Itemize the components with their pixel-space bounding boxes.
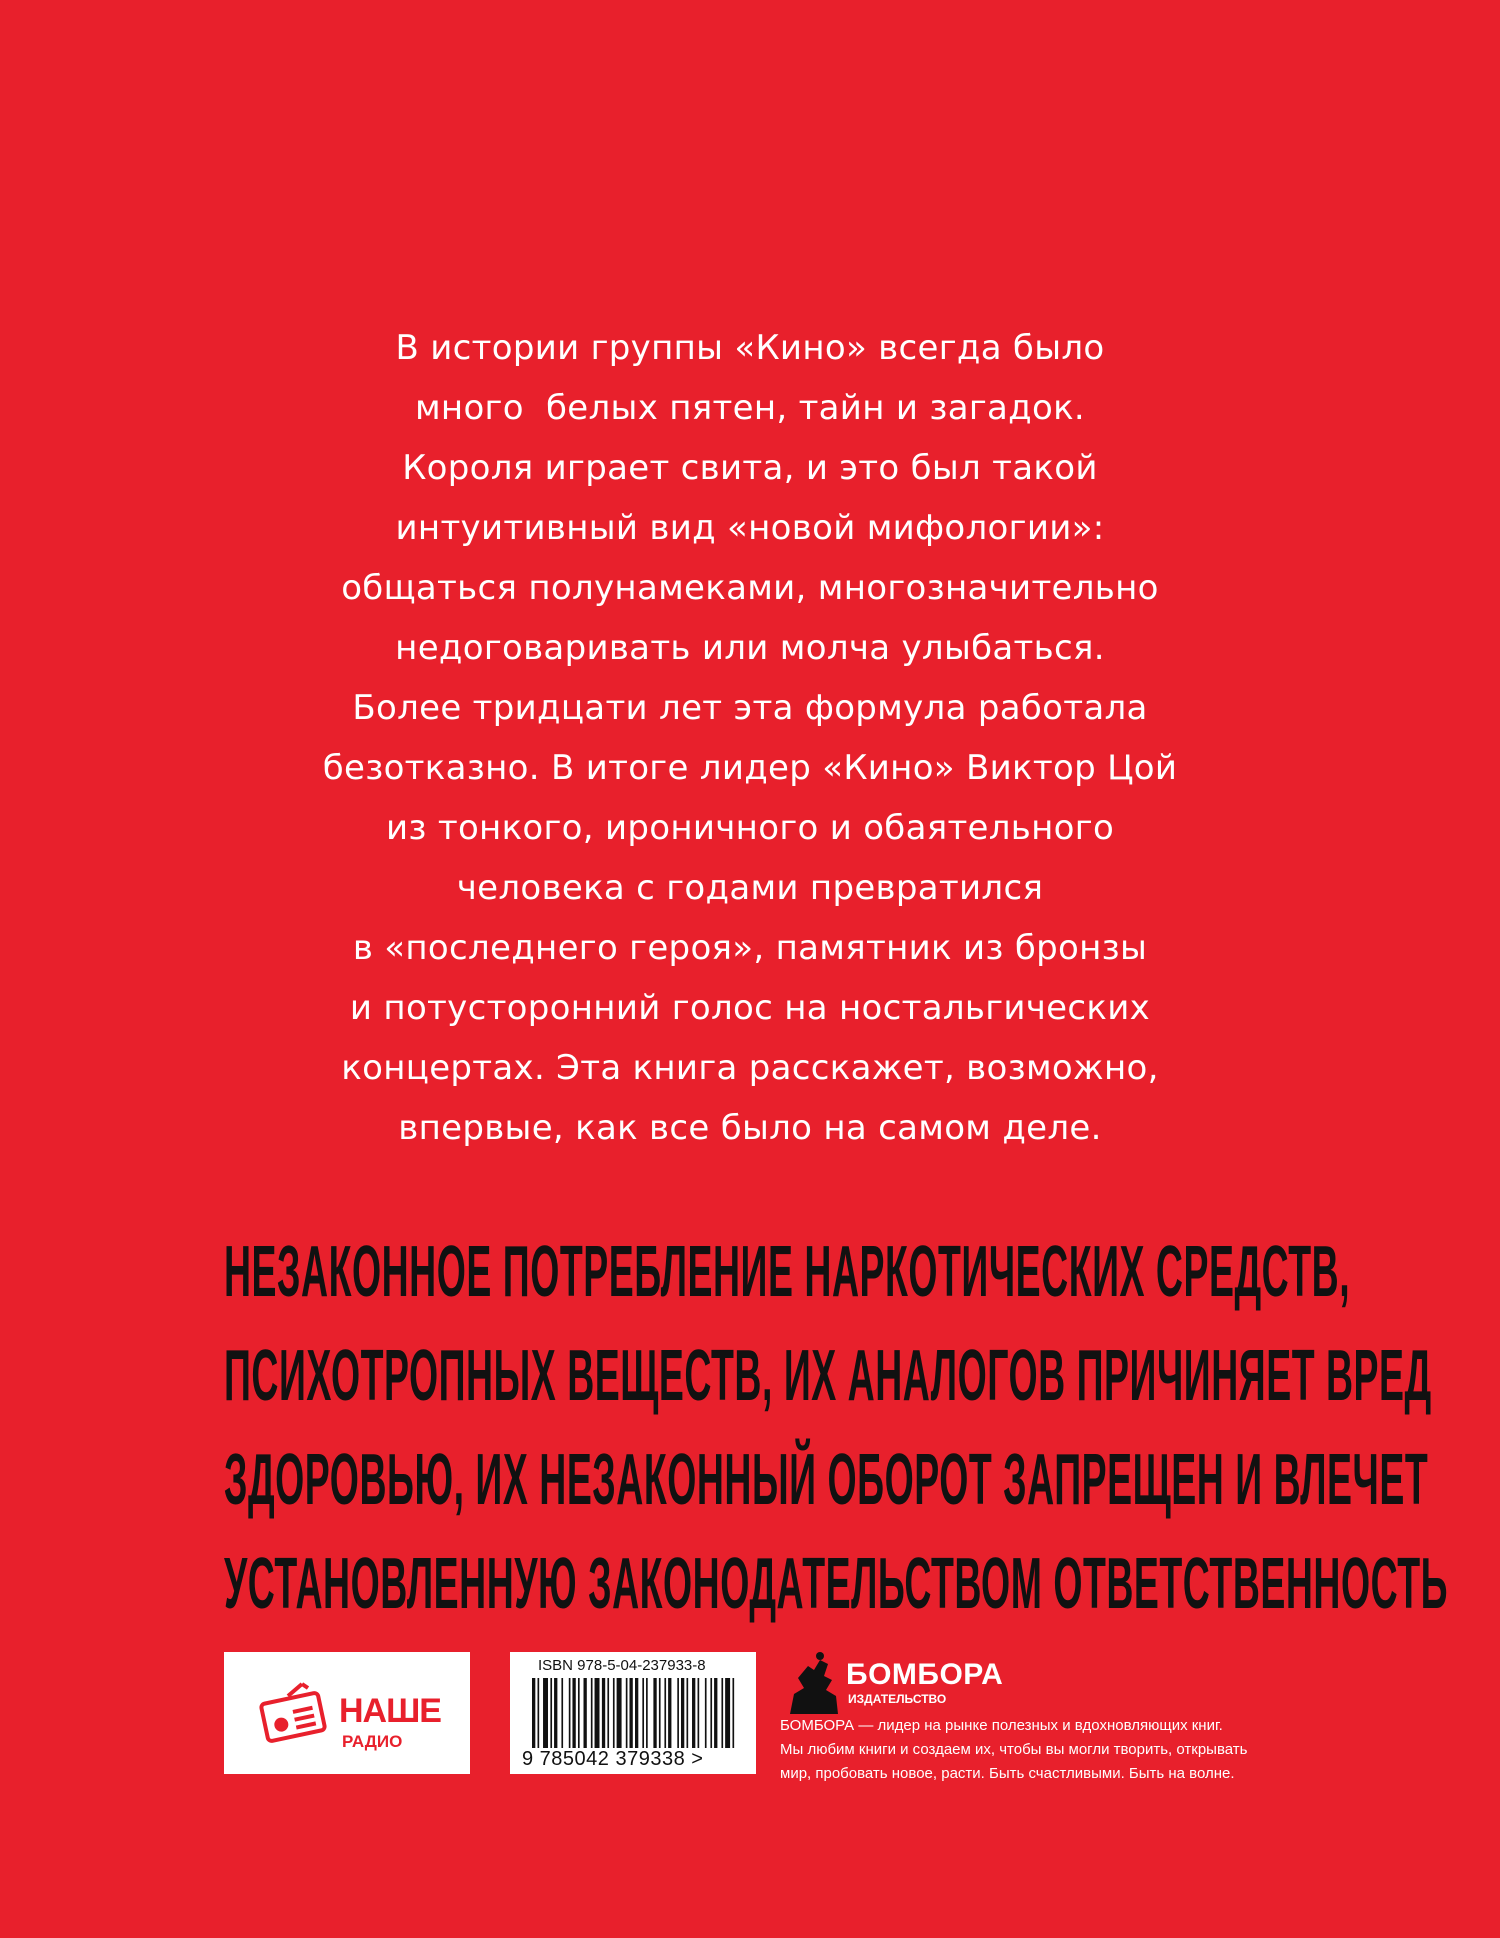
barcode-bar (578, 1678, 580, 1748)
publisher-description-line: мир, пробовать новое, расти. Быть счастливыми. Быть на волне. (780, 1765, 1235, 1782)
barcode-bar (543, 1678, 548, 1748)
barcode-bar (538, 1678, 540, 1748)
blurb-line: В истории группы «Кино» всегда было (395, 328, 1105, 368)
barcode-bar (687, 1678, 689, 1748)
barcode-bar (681, 1678, 684, 1748)
publisher-description-line: БОМБОРА — лидер на рынке полезных и вдохновляющих книг. (780, 1717, 1223, 1734)
blurb-line: общаться полунамеками, многозначительно (341, 568, 1159, 608)
barcode-bar (714, 1678, 717, 1748)
barcode-bar (550, 1678, 552, 1748)
barcode-bar (698, 1678, 700, 1748)
barcode-bar (595, 1678, 600, 1748)
barcode-bar (584, 1678, 587, 1748)
barcode-digits: 9 785042 379338 > (522, 1748, 704, 1770)
barcode-bar (635, 1678, 638, 1748)
blurb-line: Более тридцати лет эта формула работала (352, 688, 1148, 728)
publisher-subtitle: ИЗДАТЕЛЬСТВО (848, 1692, 947, 1706)
radio-icon (258, 1682, 328, 1744)
blurb-line: из тонкого, ироничного и обаятельного (385, 808, 1115, 848)
radio-logo-subtitle: РАДИО (342, 1732, 403, 1751)
blurb-line: и потусторонний голос на ностальгических (349, 988, 1151, 1028)
blurb-line: интуитивный вид «новой мифологии»: (395, 508, 1105, 548)
barcode-bar (705, 1678, 707, 1748)
barcode-bar (732, 1678, 734, 1748)
barcode-bar (561, 1678, 563, 1748)
barcode-bar (532, 1678, 535, 1748)
barcode-bar (617, 1678, 622, 1748)
bombora-logo-icon (780, 1648, 850, 1718)
blurb-line: много белых пятен, тайн и загадок. (414, 388, 1086, 428)
barcode-bar (664, 1678, 666, 1748)
barcode-bar (602, 1678, 605, 1748)
blurb-line: в «последнего героя», памятник из бронзы (352, 928, 1148, 968)
barcode-bar (659, 1678, 661, 1748)
blurb-line: концертах. Эта книга расскажет, возможно, (341, 1048, 1159, 1088)
barcode-icon (532, 1678, 738, 1748)
blurb-line: безотказно. В итоге лидер «Кино» Виктор Цой (322, 748, 1178, 788)
barcode-bar (646, 1678, 648, 1748)
warning-line: НЕЗАКОННОЕ ПОТРЕБЛЕНИЕ НАРКОТИЧЕСКИХ СРЕДСТВ, (224, 1232, 1351, 1312)
isbn-barcode (510, 1652, 756, 1774)
radio-logo-title: НАШЕ (339, 1692, 441, 1730)
book-blurb (150, 318, 1350, 1158)
barcode-bar (677, 1678, 679, 1748)
barcode-bar (607, 1678, 609, 1748)
publisher-description-line: Мы любим книги и создаем их, чтобы вы могли творить, открывать (780, 1741, 1248, 1758)
barcode-bar (572, 1678, 575, 1748)
warning-line: ПСИХОТРОПНЫХ ВЕЩЕСТВ, ИХ АНАЛОГОВ ПРИЧИНЯЕТ ВРЕД (224, 1336, 1432, 1416)
barcode-bar (721, 1678, 723, 1748)
barcode-bar (554, 1678, 557, 1748)
publisher-name: БОМБОРА (846, 1658, 1004, 1691)
blurb-line: недоговаривать или молча улыбаться. (395, 628, 1105, 668)
barcode-bar (569, 1678, 571, 1748)
health-warning (224, 1222, 1449, 1624)
blurb-line: Короля играет свита, и это был такой (402, 448, 1098, 488)
barcode-bar (626, 1678, 628, 1748)
barcode-bar (642, 1678, 644, 1748)
barcode-bar (668, 1678, 671, 1748)
blurb-line: человека с годами превратился (456, 868, 1044, 908)
barcode-bar (653, 1678, 656, 1748)
isbn-number: ISBN 978-5-04-237933-8 (538, 1657, 706, 1674)
warning-line: ЗДОРОВЬЮ, ИХ НЕЗАКОННЫЙ ОБОРОТ ЗАПРЕЩЕН И ВЛЕЧЕТ (224, 1440, 1429, 1520)
barcode-bar (692, 1678, 695, 1748)
barcode-bar (629, 1678, 632, 1748)
barcode-bar (591, 1678, 593, 1748)
publisher-description (780, 1714, 1380, 1786)
warning-line: УСТАНОВЛЕННУЮ ЗАКОНОДАТЕЛЬСТВОМ ОТВЕТСТВЕННОСТЬ (224, 1544, 1449, 1624)
nashe-radio-logo (224, 1652, 470, 1774)
barcode-bar (725, 1678, 730, 1748)
barcode-bar (613, 1678, 615, 1748)
barcode-bar (710, 1678, 712, 1748)
blurb-line: впервые, как все было на самом деле. (398, 1108, 1102, 1148)
